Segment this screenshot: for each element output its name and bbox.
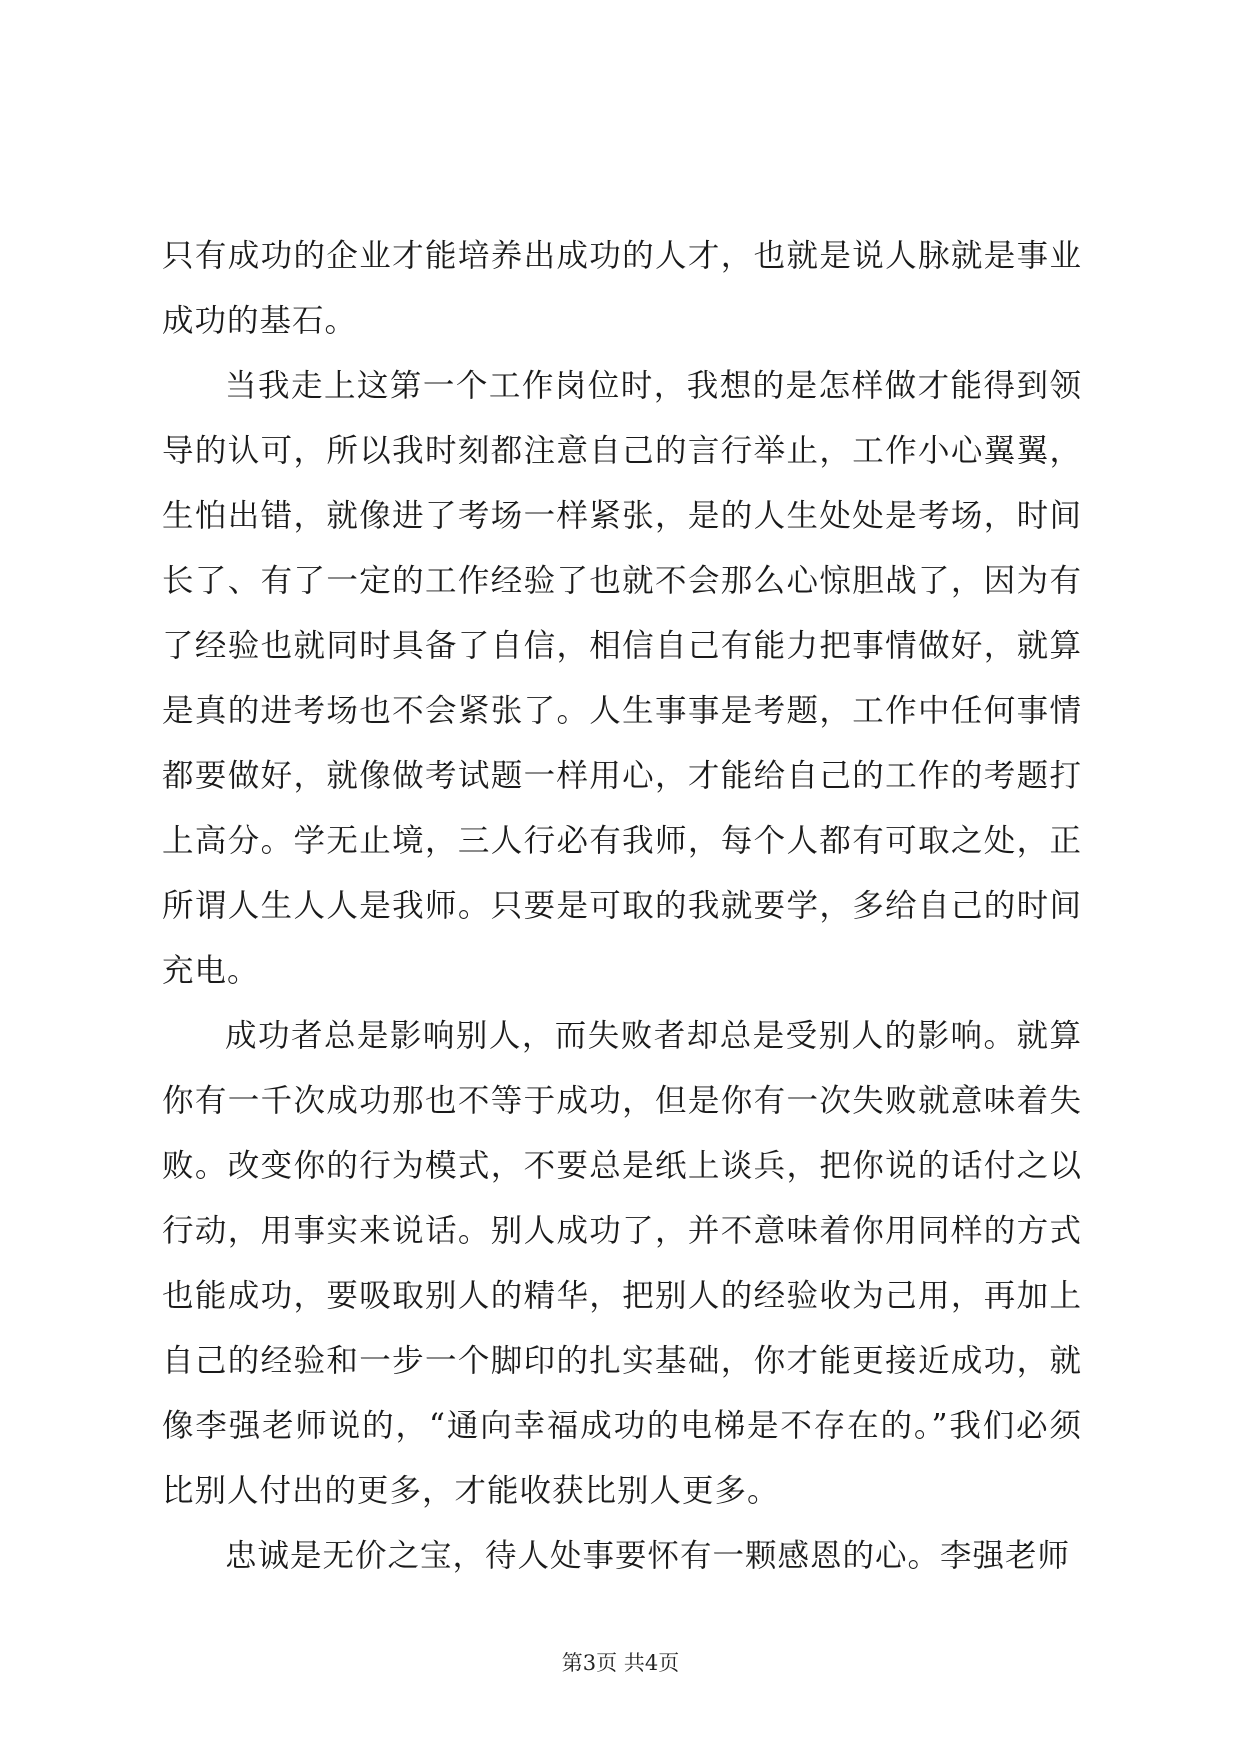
page-number-footer: 第3页 共4页 bbox=[561, 1651, 680, 1675]
paragraph-continuation: 只有成功的企业才能培养出成功的人才，也就是说人脉就是事业成功的基石。 bbox=[162, 238, 1082, 339]
paragraph: 忠诚是无价之宝，待人处事要怀有一颗感恩的心。李强老师 bbox=[225, 1538, 1071, 1574]
paragraph: 当我走上这第一个工作岗位时，我想的是怎样做才能得到领导的认可，所以我时刻都注意自己的言行举止，工作小心翼翼，生怕出错，就像进了考场一样紧张，是的人生处处是考场，时间长了、有了一定的工作经验了也就不会那么心惊胆战了，因为有了经验也就同时具备了自信，相信自己有能力把事情做好，就算是真的进考场也不会紧张了。人生事事是考题，工作中任何事情都要做好，就像做考试题一样用心，才能给自己的工作的考题打上高分。学无止境，三人行必有我师，每个人都有可取之处，正所谓人生人人是我师。只要是可取的我就要学，多给自己的时间充电。 bbox=[162, 368, 1082, 989]
paragraph: 成功者总是影响别人，而失败者却总是受别人的影响。就算你有一千次成功那也不等于成功，但是你有一次失败就意味着失败。改变你的行为模式，不要总是纸上谈兵，把你说的话付之以行动，用事实来说话。别人成功了，并不意味着你用同样的方式也能成功，要吸取别人的精华，把别人的经验收为己用，再加上自己的经验和一步一个脚印的扎实基础，你才能更接近成功，就像李强老师说的，“通向幸福成功的电梯是不存在的。”我们必须比别人付出的更多，才能收获比别人更多。 bbox=[162, 1018, 1082, 1509]
document-body bbox=[162, 224, 1082, 1589]
